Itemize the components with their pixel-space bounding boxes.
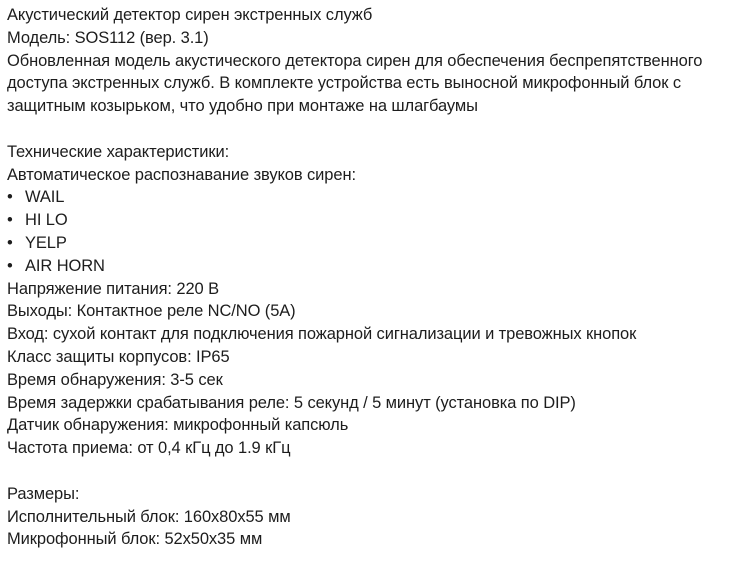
spec-line: Частота приема: от 0,4 кГц до 1.9 кГц [7,439,291,458]
siren-type-label: AIR HORN [25,256,105,275]
siren-type-item [7,186,737,209]
product-description [7,50,737,118]
description-line: Обновленная модель акустического детектора сирен для обеспечения беспрепятственного [7,51,703,70]
description-line: доступа экстренных служб. В комплекте устройства есть выносной микрофонный блок с [7,74,682,93]
spec-line: Датчик обнаружения: микрофонный капсюль [7,416,349,435]
specs-list [7,278,737,460]
spec-line: Время обнаружения: 3-5 сек [7,370,223,389]
description-line: защитным козырьком, что удобно при монтаже на шлагбаумы [7,97,478,116]
siren-recognition-label: Автоматическое распознавание звуков сирен: [7,165,356,184]
siren-type-item [7,232,737,255]
spec-line: Класс защиты корпусов: IP65 [7,347,230,366]
siren-type-label: HI LO [25,211,68,230]
bullet-glyph: • [7,188,13,207]
spec-line: Выходы: Контактное реле NC/NO (5A) [7,302,296,321]
blank-line [7,460,737,483]
spec-line: Напряжение питания: 220 В [7,279,220,298]
spec-line: Вход: сухой контакт для подключения пожарной сигнализации и тревожных кнопок [7,325,637,344]
siren-types-list [7,186,737,277]
dimensions-heading: Размеры: [7,484,80,503]
dimensions-list [7,506,737,552]
siren-type-label: YELP [25,233,67,252]
specs-heading: Технические характеристики: [7,142,230,161]
model-line: Модель: SOS112 (вер. 3.1) [7,28,209,47]
bullet-glyph: • [7,211,13,230]
blank-line [7,118,737,141]
siren-type-item [7,255,737,278]
dimension-line: Микрофонный блок: 52х50х35 мм [7,530,263,549]
bullet-glyph: • [7,256,13,275]
dimension-line: Исполнительный блок: 160х80х55 мм [7,507,291,526]
siren-type-label: WAIL [25,188,65,207]
spec-line: Время задержки срабатывания реле: 5 секунд / 5 минут (установка по DIP) [7,393,576,412]
page-title: Акустический детектор сирен экстренных служб [7,6,373,24]
bullet-glyph: • [7,233,13,252]
siren-type-item [7,209,737,232]
